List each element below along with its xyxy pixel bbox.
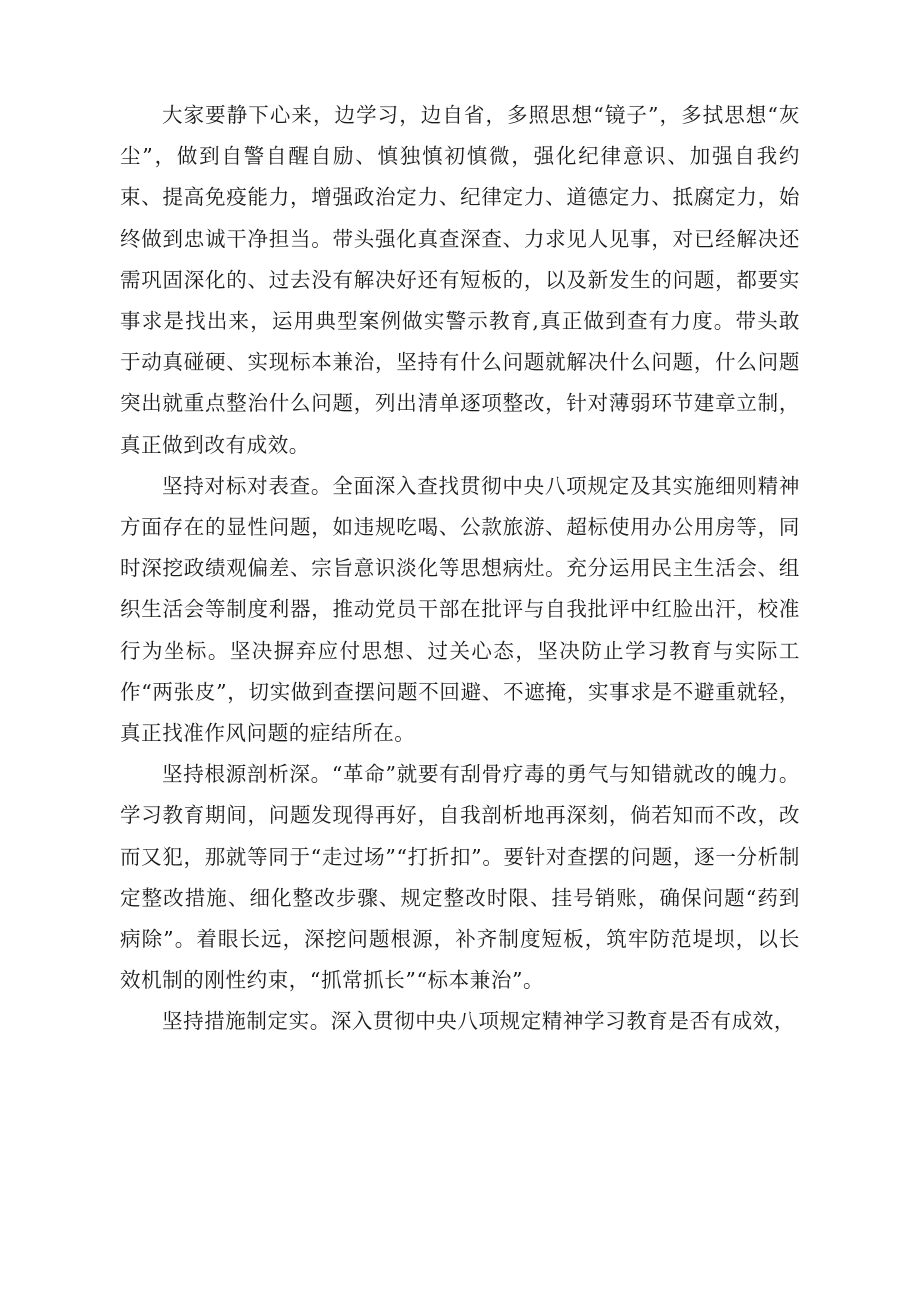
paragraph-1: 大家要静下心来，边学习，边自省，多照思想“镜子”，多拭思想“灰尘”，做到自警自醒自励、慎独慎初慎微，强化纪律意识、加强自我约束、提高免疫能力，增强政治定力、纪律定力、道德定力、抵腐定力，始终做到忠诚干净担当。带头强化真查深查、力求见人见事，对已经解决还需巩固深化的、过去没有解决好还有短板的，以及新发生的问题，都要实事求是找出来，运用典型案例做实警示教育,真正做到查有力度。带头敢于动真碰硬、实现标本兼治，坚持有什么问题就解决什么问题，什么问题突出就重点整治什么问题，列出清单逐项整改，针对薄弱环节建章立制，真正做到改有成效。 [120, 103, 800, 457]
document-body [120, 95, 800, 1043]
paragraph-2: 坚持对标对表查。全面深入查找贯彻中央八项规定及其实施细则精神方面存在的显性问题，如违规吃喝、公款旅游、超标使用办公用房等，同时深挖政绩观偏差、宗旨意识淡化等思想病灶。充分运用民主生活会、组织生活会等制度利器，推动党员干部在批评与自我批评中红脸出汗，校准行为坐标。坚决摒弃应付思想、过关心态，坚决防止学习教育与实际工作“两张皮”，切实做到查摆问题不回避、不遮掩，实事求是不避重就轻，真正找准作风问题的症结所在。 [120, 473, 800, 746]
paragraph-4: 坚持措施制定实。深入贯彻中央八项规定精神学习教育是否有成效， [162, 1009, 795, 1034]
paragraph-3: 坚持根源剖析深。“革命”就要有刮骨疗毒的勇气与知错就改的魄力。学习教育期间，问题发现得再好，自我剖析地再深刻，倘若知而不改，改而又犯，那就等同于“走过场”“打折扣”。要针对查摆的问题，逐一分析制定整改措施、细化整改步骤、规定整改时限、挂号销账，确保问题“药到病除”。着眼长远，深挖问题根源，补齐制度短板，筑牢防范堤坝，以长效机制的刚性约束，“抓常抓长”“标本兼治”。 [120, 762, 800, 993]
